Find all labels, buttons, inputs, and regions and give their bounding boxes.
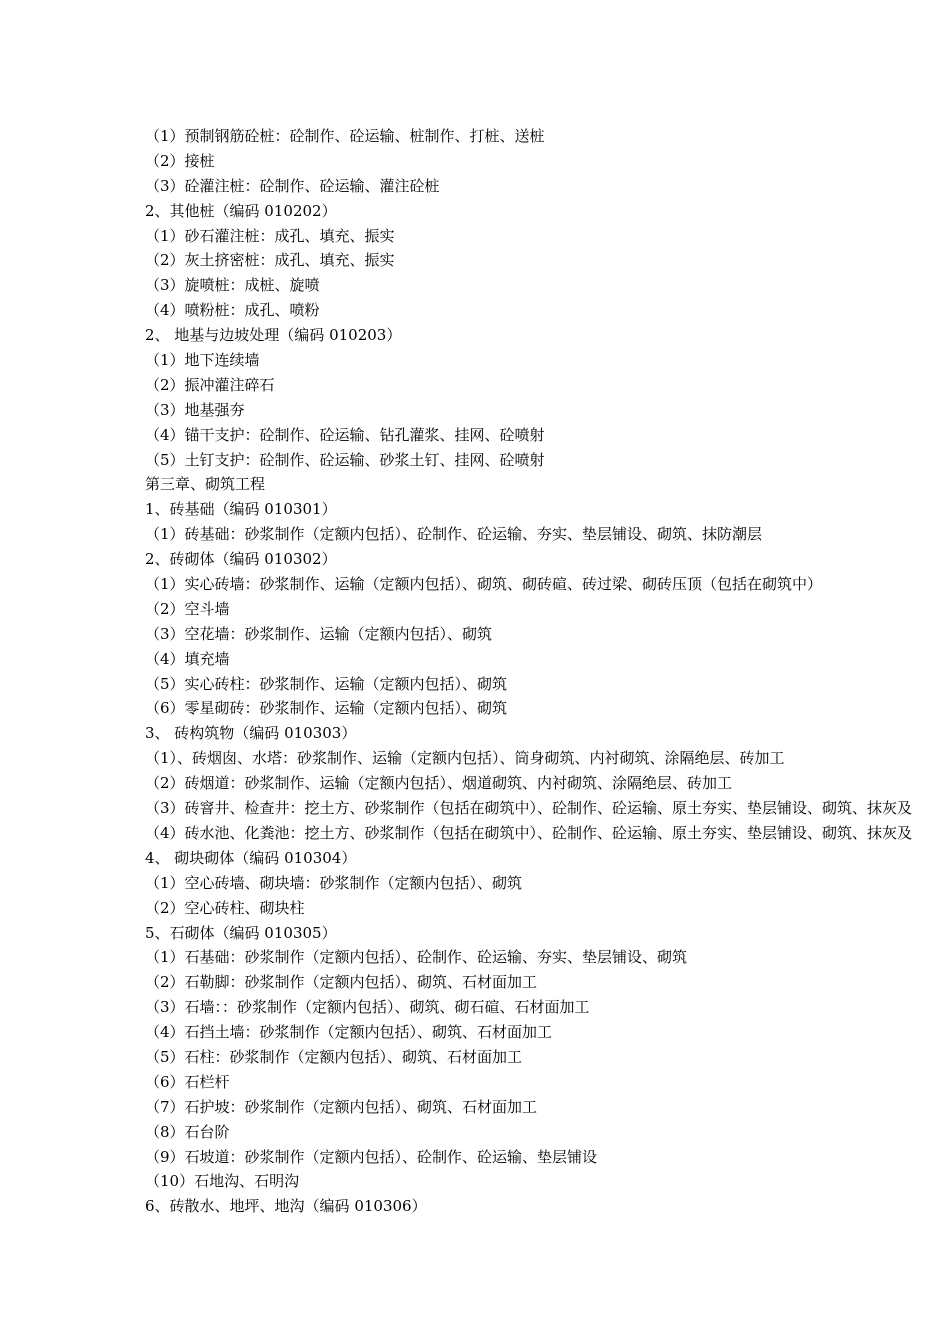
- text-line: （4）锚干支护：砼制作、砼运输、钻孔灌浆、挂网、砼喷射: [145, 425, 545, 444]
- text-line: （4）喷粉桩：成孔、喷粉: [145, 301, 320, 320]
- text-line: （7）石护坡：砂浆制作（定额内包括）、砌筑、石材面加工: [145, 1097, 538, 1116]
- text-line: （1）砖基础：砂浆制作（定额内包括）、砼制作、砼运输、夯实、垫层铺设、砌筑、抹防潮层: [145, 525, 763, 544]
- text-line: 2、 地基与边坡处理（编码 010203）: [145, 326, 402, 345]
- text-line: （5）土钉支护：砼制作、砼运输、砂浆土钉、挂网、砼喷射: [145, 450, 545, 469]
- text-line: （8）石台阶: [145, 1122, 230, 1141]
- text-line: （2）空心砖柱、砌块柱: [145, 898, 305, 917]
- text-line: （3）空花墙：砂浆制作、运输（定额内包括）、砌筑: [145, 624, 493, 643]
- text-line: 1、砖基础（编码 010301）: [145, 500, 337, 519]
- text-line: （4）砖水池、化粪池：挖土方、砂浆制作（包括在砌筑中）、砼制作、砼运输、原土夯实、垫层铺设、砌筑、抹灰及: [145, 823, 913, 842]
- text-line: （5）石柱：砂浆制作（定额内包括）、砌筑、石材面加工: [145, 1047, 523, 1066]
- text-line: （6）石栏杆: [145, 1072, 230, 1091]
- text-line: （3）砖窨井、检查井：挖土方、砂浆制作（包括在砌筑中）、砼制作、砼运输、原土夯实、垫层铺设、砌筑、抹灰及: [145, 799, 913, 818]
- text-line: （4）填充墙: [145, 649, 230, 668]
- text-line: 2、砖砌体（编码 010302）: [145, 550, 337, 569]
- text-line: 第三章、砌筑工程: [145, 475, 266, 494]
- text-line: （1）实心砖墙：砂浆制作、运输（定额内包括）、砌筑、砌砖碹、砖过梁、砌砖压顶（包括在砌筑中）: [145, 575, 823, 594]
- text-line: （1）空心砖墙、砌块墙：砂浆制作（定额内包括）、砌筑: [145, 873, 523, 892]
- text-line: （3）砼灌注桩：砼制作、砼运输、灌注砼桩: [145, 176, 440, 195]
- text-line: 3、 砖构筑物（编码 010303）: [145, 724, 357, 743]
- text-line: （10）石地沟、石明沟: [145, 1172, 300, 1191]
- text-line: 5、石砌体（编码 010305）: [145, 923, 337, 942]
- text-line: 4、 砌块砌体（编码 010304）: [145, 848, 357, 867]
- text-line: （2）灰土挤密桩：成孔、填充、振实: [145, 251, 395, 270]
- text-line: （4）石挡土墙：砂浆制作（定额内包括）、砌筑、石材面加工: [145, 1023, 553, 1042]
- text-line: （2）振冲灌注碎石: [145, 375, 275, 394]
- text-line: （1）砂石灌注桩：成孔、填充、振实: [145, 226, 395, 245]
- text-line: （9）石坡道：砂浆制作（定额内包括）、砼制作、砼运输、垫层铺设: [145, 1147, 598, 1166]
- text-line: （2）砖烟道：砂浆制作、运输（定额内包括）、烟道砌筑、内衬砌筑、涂隔绝层、砖加工: [145, 774, 733, 793]
- text-line: （2）空斗墙: [145, 599, 230, 618]
- text-line: （2）石勒脚：砂浆制作（定额内包括）、砌筑、石材面加工: [145, 973, 538, 992]
- text-line: （1）石基础：砂浆制作（定额内包括）、砼制作、砼运输、夯实、垫层铺设、砌筑: [145, 948, 688, 967]
- text-line: 6、砖散水、地坪、地沟（编码 010306）: [145, 1197, 427, 1216]
- text-line: （1）预制钢筋砼桩：砼制作、砼运输、桩制作、打桩、送桩: [145, 127, 545, 145]
- text-line: （3）地基强夯: [145, 400, 245, 419]
- document-body: [145, 124, 950, 1219]
- text-line: （6）零星砌砖：砂浆制作、运输（定额内包括）、砌筑: [145, 699, 508, 718]
- text-line: （1）、砖烟囱、水塔：砂浆制作、运输（定额内包括）、筒身砌筑、内衬砌筑、涂隔绝层、砖加工: [145, 749, 785, 768]
- text-line: （5）实心砖柱：砂浆制作、运输（定额内包括）、砌筑: [145, 674, 508, 693]
- text-line: 2、其他桩（编码 010202）: [145, 201, 337, 220]
- text-line: （3）旋喷桩：成桩、旋喷: [145, 276, 320, 295]
- text-line: （1）地下连续墙: [145, 351, 260, 370]
- text-line: （2）接桩: [145, 151, 215, 170]
- text-line: （3）石墙：：砂浆制作（定额内包括）、砌筑、砌石碹、石材面加工: [145, 998, 590, 1017]
